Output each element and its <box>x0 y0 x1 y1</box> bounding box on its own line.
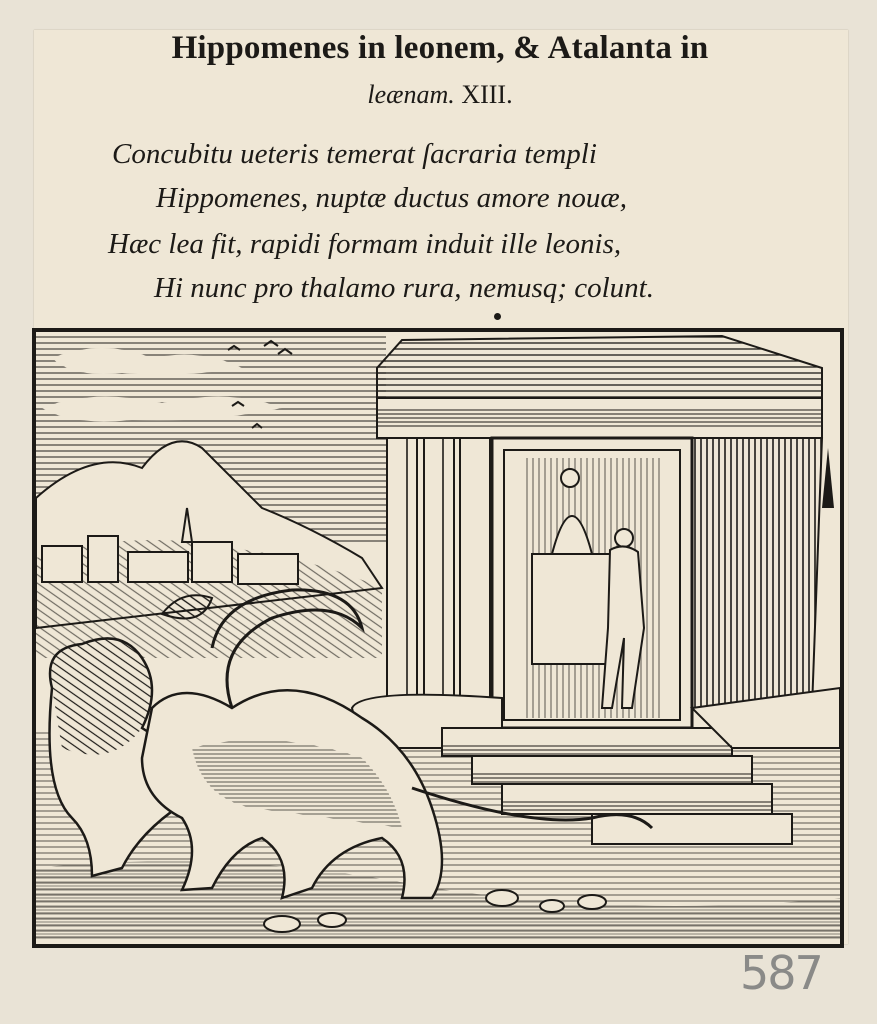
verse-line-1: Concubitu ueteris temerat ſacraria templi <box>112 138 597 170</box>
page-title: Hippomenes in leonem, & Atalanta in <box>171 30 709 66</box>
ornament-dot <box>494 313 501 320</box>
subtitle-word: leænam. <box>367 80 455 109</box>
woodcut-illustration <box>32 328 844 948</box>
page-subtitle <box>300 80 580 110</box>
pencil-page-number: 587 <box>740 946 822 1000</box>
book-numeral: XIII. <box>461 80 513 109</box>
verse-line-3: Hæc lea fit, rapidi formam induit ille leonis, <box>108 228 622 260</box>
verse-line-2: Hippomenes, nuptæ ductus amore nouæ, <box>156 182 627 214</box>
verse-line-4: Hi nunc pro thalamo rura, nemusq; colunt. <box>154 272 654 304</box>
